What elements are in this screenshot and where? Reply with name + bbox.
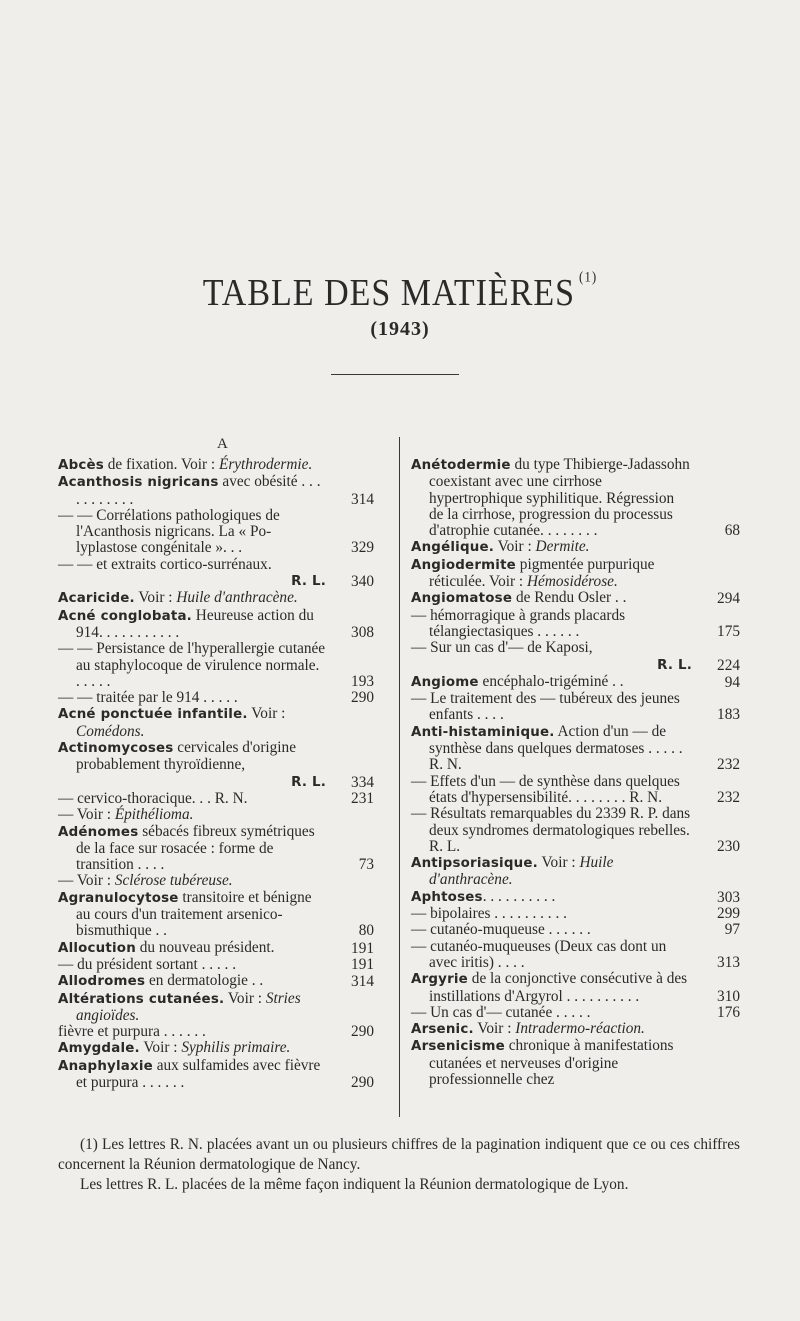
entry-heading: Argyrie: [411, 972, 468, 988]
entry-text: — du président sortant . . . . .: [58, 955, 237, 973]
page-number: 224: [717, 656, 740, 674]
entry-heading: Arsenic.: [411, 1022, 474, 1038]
entry-heading: Angélique.: [411, 540, 495, 556]
page-number: 310: [717, 987, 740, 1005]
index-entry: [411, 774, 740, 807]
index-entry: [411, 457, 740, 539]
footnote-paragraph-1: (1) Les lettres R. N. placées avant un ou plusieurs chiffres de la pagination indiquent que ce ou ces chiffres concernent la Réunion dermatologique de Nancy.: [58, 1136, 740, 1173]
entry-text: Heureuse action du 914. . . . . . . . . . .: [76, 606, 314, 641]
entry-text: — — Corrélations pathologiques de l'Acanthosis nigricans. La « Polyplastose congénitale ». . .: [58, 506, 280, 557]
index-entry: [58, 873, 374, 889]
entry-text: Voir :: [139, 1039, 182, 1057]
index-entry: [58, 791, 374, 807]
entry-text: chronique à manifestations cutanées et nerveuses d'origine professionnelle chez: [429, 1037, 674, 1088]
entry-text: cervicales d'origine probablement thyroïdienne,: [76, 739, 296, 774]
entry-text: — bipolaires . . . . . . . . . .: [411, 905, 567, 923]
page-number: 193: [351, 672, 374, 690]
reunion-mark: R. L.: [657, 657, 692, 673]
entry-crossref: Syphilis primaire.: [181, 1039, 291, 1057]
entry-text: — — traitée par le 914 . . . . .: [58, 689, 238, 707]
index-entry: [58, 940, 374, 957]
entry-text: — Sur un cas d'— de Kaposi,: [411, 639, 593, 657]
page-number: 191: [351, 955, 374, 973]
entry-text: Voir :: [247, 705, 286, 723]
page-number: 175: [717, 622, 740, 640]
entry-heading: Arsenicisme: [411, 1039, 505, 1055]
index-entry: [58, 641, 374, 690]
page-number: 314: [351, 490, 374, 508]
entry-text: de fixation. Voir :: [103, 456, 219, 473]
entry-text: — Le traitement des — tubéreux des jeunes enfants . . . .: [411, 690, 680, 724]
footnote-mark: (1): [579, 268, 598, 286]
entry-heading: Acaricide.: [58, 591, 135, 607]
index-entry: [411, 557, 740, 591]
page-number: 73: [358, 856, 374, 874]
entry-text: Voir :: [537, 854, 580, 872]
page-number: 329: [351, 539, 374, 557]
entry-crossref: Huile d'anthracène.: [176, 589, 298, 607]
page-number: 231: [351, 789, 374, 807]
entry-text: encéphalo-trigéminé . .: [478, 672, 624, 690]
entry-text: — Un cas d'— cutanée . . . . .: [411, 1003, 591, 1021]
footnote: [58, 1135, 740, 1195]
index-entry: [411, 971, 740, 1005]
right-column: [411, 457, 740, 1088]
entry-text: — cervico-thoracique. . . R. N.: [58, 789, 248, 807]
index-entry: [58, 508, 374, 557]
entry-text: — hémorragique à grands placards télangiectasiques . . . . . .: [411, 606, 626, 640]
index-entry: [411, 657, 740, 674]
entry-text: — Voir :: [58, 872, 115, 890]
page-number: 340: [351, 573, 374, 591]
page-number: 290: [351, 1073, 374, 1091]
entry-text: de la conjonctive consécutive à des instillations d'Argyrol . . . . . . . . . .: [429, 970, 688, 1005]
entry-text: — Effets d'un — de synthèse dans quelques états d'hypersensibilité. . . . . . . . R. N.: [411, 772, 680, 806]
entry-text: aux sulfamides avec fièvre et purpura . . . . . .: [76, 1056, 321, 1091]
entry-text: — Voir :: [58, 806, 115, 824]
entry-text: pigmentée purpurique réticulée. Voir :: [429, 555, 655, 591]
entry-heading: Agranulocytose: [58, 890, 179, 906]
entry-crossref: Hémosidérose.: [527, 573, 618, 591]
page-number: 334: [351, 773, 374, 791]
page-title: [0, 268, 800, 316]
page-number: 232: [717, 756, 740, 774]
index-entry: [58, 1024, 374, 1040]
index-entry: [411, 539, 740, 556]
entry-heading: Acanthosis nigricans: [58, 475, 219, 491]
index-entry: [58, 890, 374, 940]
index-entry: [58, 807, 374, 823]
index-entry: [411, 1021, 740, 1038]
page-number: 314: [351, 973, 374, 991]
entry-heading: Amygdale.: [58, 1041, 140, 1057]
reunion-mark: R. L.: [291, 574, 326, 590]
entry-heading: Acné ponctuée infantile.: [58, 707, 248, 723]
entry-heading: Abcès: [58, 458, 104, 473]
entry-crossref: Huile d'anthracène.: [429, 854, 614, 889]
index-entry: [58, 474, 374, 508]
entry-heading: Angiodermite: [411, 557, 516, 573]
entry-heading: Anti-histaminique.: [411, 724, 555, 740]
index-entry: [58, 991, 374, 1025]
entry-text: fièvre et purpura . . . . . .: [58, 1023, 206, 1041]
entry-text: en dermatologie . .: [145, 972, 264, 990]
entry-text: — — Persistance de l'hyperallergie cutanée au staphylocoque de virulence normale. . . . . .: [58, 640, 326, 690]
index-entry: [411, 1038, 740, 1088]
entry-text: Voir :: [224, 989, 266, 1007]
index-entry: [411, 1005, 740, 1021]
index-entry: [411, 724, 740, 774]
entry-crossref: Stries angioïdes.: [76, 989, 301, 1024]
entry-text: avec obésité . . . . . . . . . . .: [76, 473, 321, 508]
index-entry: [58, 1058, 374, 1092]
index-entry: [58, 824, 374, 874]
entry-heading: Anétodermie: [411, 458, 511, 473]
page-number: 176: [717, 1003, 740, 1021]
entry-text: transitoire et bénigne au cours d'un traitement arsenico-bismuthique . .: [76, 888, 312, 940]
entry-crossref: Intradermo-réaction.: [515, 1020, 645, 1038]
entry-text: de Rendu Osler . .: [512, 589, 627, 607]
page-number: 299: [717, 905, 740, 923]
index-entry: [58, 608, 374, 642]
entry-heading: Angiome: [411, 674, 479, 690]
entry-text: du nouveau président.: [135, 938, 275, 956]
page-number: 68: [724, 522, 740, 540]
index-entry: [58, 774, 374, 791]
entry-crossref: Dermite.: [535, 538, 590, 556]
index-entry: [411, 608, 740, 641]
entry-heading: Aphtoses: [411, 889, 483, 905]
title-divider: [331, 374, 459, 375]
entry-heading: Anaphylaxie: [58, 1058, 153, 1074]
index-entry: [58, 690, 374, 706]
index-entry: [58, 573, 374, 590]
column-divider: [399, 437, 400, 1117]
page-number: 183: [717, 706, 740, 724]
entry-heading: Altérations cutanées.: [58, 991, 225, 1007]
page-number: 191: [351, 939, 374, 957]
entry-text: . . . . . . . . . .: [482, 887, 556, 905]
entry-text: — cutanéo-muqueuse . . . . . .: [411, 921, 591, 939]
entry-heading: Antipsoriasique.: [411, 856, 538, 872]
entry-text: — cutanéo-muqueuses (Deux cas dont un avec iritis) . . . .: [411, 937, 667, 971]
index-entry: [58, 706, 374, 740]
page-number: 313: [717, 953, 740, 971]
entry-heading: Angiomatose: [411, 591, 513, 607]
section-letter: A: [217, 436, 228, 452]
index-entry: [411, 691, 740, 724]
entry-text: — Résultats remarquables du 2339 R. P. dans deux syndromes dermatologiques rebelles. R. L.: [411, 805, 691, 855]
index-entry: [411, 806, 740, 855]
index-entry: [58, 1040, 374, 1057]
entry-heading: Acné conglobata.: [58, 608, 192, 624]
index-entry: [58, 740, 374, 774]
entry-heading: Allocution: [58, 940, 136, 956]
index-entry: [58, 590, 374, 607]
index-entry: [58, 973, 374, 990]
page-number: 230: [717, 837, 740, 855]
entry-text: Action d'un — de synthèse dans quelques dermatoses . . . . . R. N.: [429, 722, 683, 774]
entry-heading: Actinomycoses: [58, 741, 174, 757]
page-number: 232: [717, 788, 740, 806]
index-entry: [411, 590, 740, 607]
footnote-paragraph-2: Les lettres R. L. placées de la même façon indiquent la Réunion dermatologique de Lyon.: [80, 1176, 629, 1193]
index-entry: [411, 906, 740, 922]
page-number: 94: [724, 673, 740, 691]
entry-heading: Allodromes: [58, 974, 146, 990]
index-entry: [411, 889, 740, 906]
index-entry: [58, 457, 374, 474]
year-heading: (1943): [370, 318, 430, 340]
page-number: 303: [717, 888, 740, 906]
page-number: 294: [717, 590, 740, 608]
index-entry: [58, 557, 374, 573]
index-entry: [411, 922, 740, 938]
page-number: 308: [351, 623, 374, 641]
entry-crossref: Comédons.: [76, 722, 145, 740]
reunion-mark: R. L.: [291, 774, 326, 790]
index-entry: [411, 640, 740, 656]
index-entry: [411, 939, 740, 972]
entry-text: du type Thibierge-Jadassohn coexistant avec une cirrhose hypertrophique syphilitique. Régression de la cirrhose, progression du processus d'atrophie cutanée. . . . . . . .: [429, 456, 690, 540]
entry-text: Voir :: [134, 589, 177, 607]
entry-crossref: Épithélioma.: [114, 806, 194, 824]
entry-heading: Adénomes: [58, 824, 139, 840]
page-number: 290: [351, 1023, 374, 1041]
left-column: [58, 457, 374, 1091]
entry-text: Voir :: [494, 538, 536, 556]
page-number: 290: [351, 689, 374, 707]
index-entry: [411, 855, 740, 889]
entry-text: — — et extraits cortico-surrénaux.: [58, 555, 272, 573]
entry-crossref: Érythrodermie.: [218, 456, 313, 473]
page-number: 80: [358, 922, 374, 940]
title-text: TABLE DES MATIÈRES: [202, 272, 576, 315]
index-entry: [411, 674, 740, 691]
page-number: 97: [724, 921, 740, 939]
entry-text: Voir :: [473, 1020, 516, 1038]
entry-text: sébacés fibreux symétriques de la face sur rosacée : forme de transition . . . .: [76, 822, 315, 874]
entry-crossref: Sclérose tubéreuse.: [114, 872, 233, 890]
index-entry: [58, 957, 374, 973]
